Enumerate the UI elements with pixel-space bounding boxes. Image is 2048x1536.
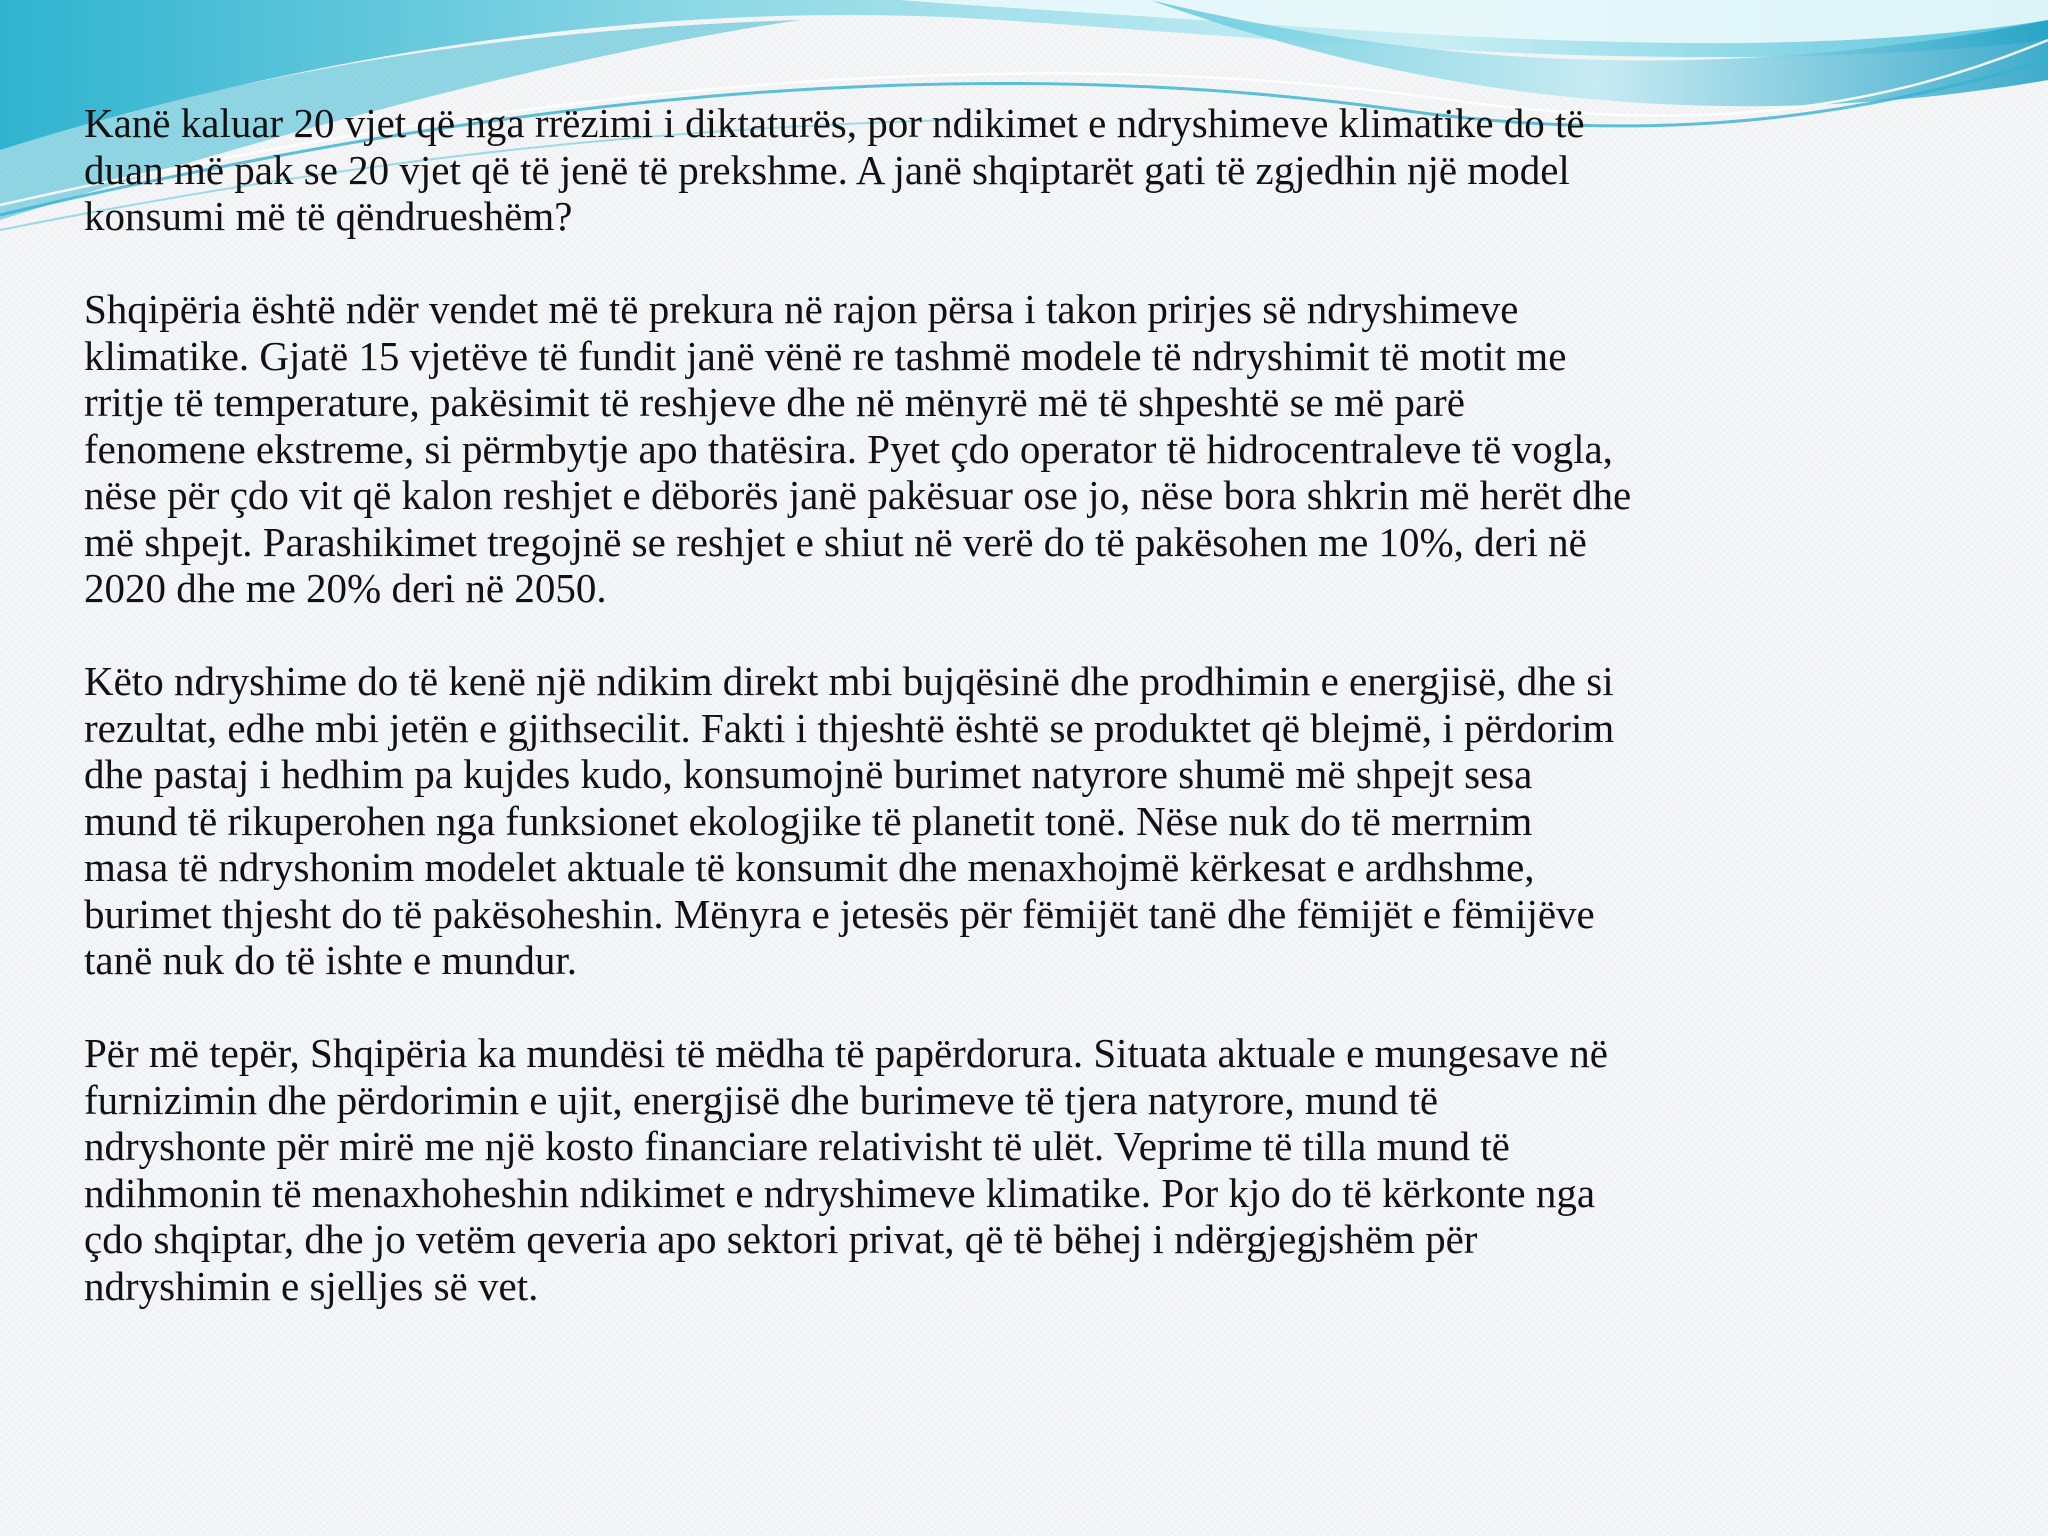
paragraph-4: Për më tepër, Shqipëria ka mundësi të mëdha të papërdorura. Situata aktuale e mungesave në furnizimin dhe përdorimin e ujit, energjisë dhe burimeve të tjera natyrore, mund të ndryshonte për mirë me një kosto financiare relativisht të ulët. Veprime të tilla mund të ndihmonin të menaxhoheshin ndikimet e ndryshimeve klimatike. Por kjo do të kërkonte nga çdo shqiptar, dhe jo vetëm qeveria apo sektori privat, që të bëhej i ndërgjegjshëm për ndryshimin e sjelljes së vet. xyxy=(84,1030,1608,1309)
slide-body-text xyxy=(84,100,2024,1356)
paragraph-1: Kanë kaluar 20 vjet që nga rrëzimi i diktaturës, por ndikimet e ndryshimeve klimatike do të duan më pak se 20 vjet që të jenë të prekshme. A janë shqiptarët gati të zgjedhin një model konsumi më të qëndrueshëm? xyxy=(84,100,1585,239)
paragraph-3: Këto ndryshime do të kenë një ndikim direkt mbi bujqësinë dhe prodhimin e energjisë, dhe si rezultat, edhe mbi jetën e gjithsecilit. Fakti i thjeshtë është se produktet që blejmë, i përdorim dhe pastaj i hedhim pa kujdes kudo, konsumojnë burimet natyrore shumë më shpejt sesa mund të rikuperohen nga funksionet ekologjike të planetit tonë. Nëse nuk do të merrnim masa të ndryshonim modelet aktuale të konsumit dhe menaxhojmë kërkesat e ardhshme, burimet thjesht do të pakësoheshin. Mënyra e jetesës për fëmijët tanë dhe fëmijët e fëmijëve tanë nuk do të ishte e mundur. xyxy=(84,658,1615,983)
paragraph-2: Shqipëria është ndër vendet më të prekura në rajon përsa i takon prirjes së ndryshimeve klimatike. Gjatë 15 vjetëve të fundit janë vënë re tashmë modele të ndryshimit të motit me rritje të temperature, pakësimit të reshjeve dhe në mënyrë më të shpeshtë se më parë fenomene ekstreme, si përmbytje apo thatësira. Pyet çdo operator të hidrocentraleve të vogla, nëse për çdo vit që kalon reshjet e dëborës janë pakësuar ose jo, nëse bora shkrin më herët dhe më shpejt. Parashikimet tregojnë se reshjet e shiut në verë do të pakësohen me 10%, deri në 2020 dhe me 20% deri në 2050. xyxy=(84,286,1632,611)
